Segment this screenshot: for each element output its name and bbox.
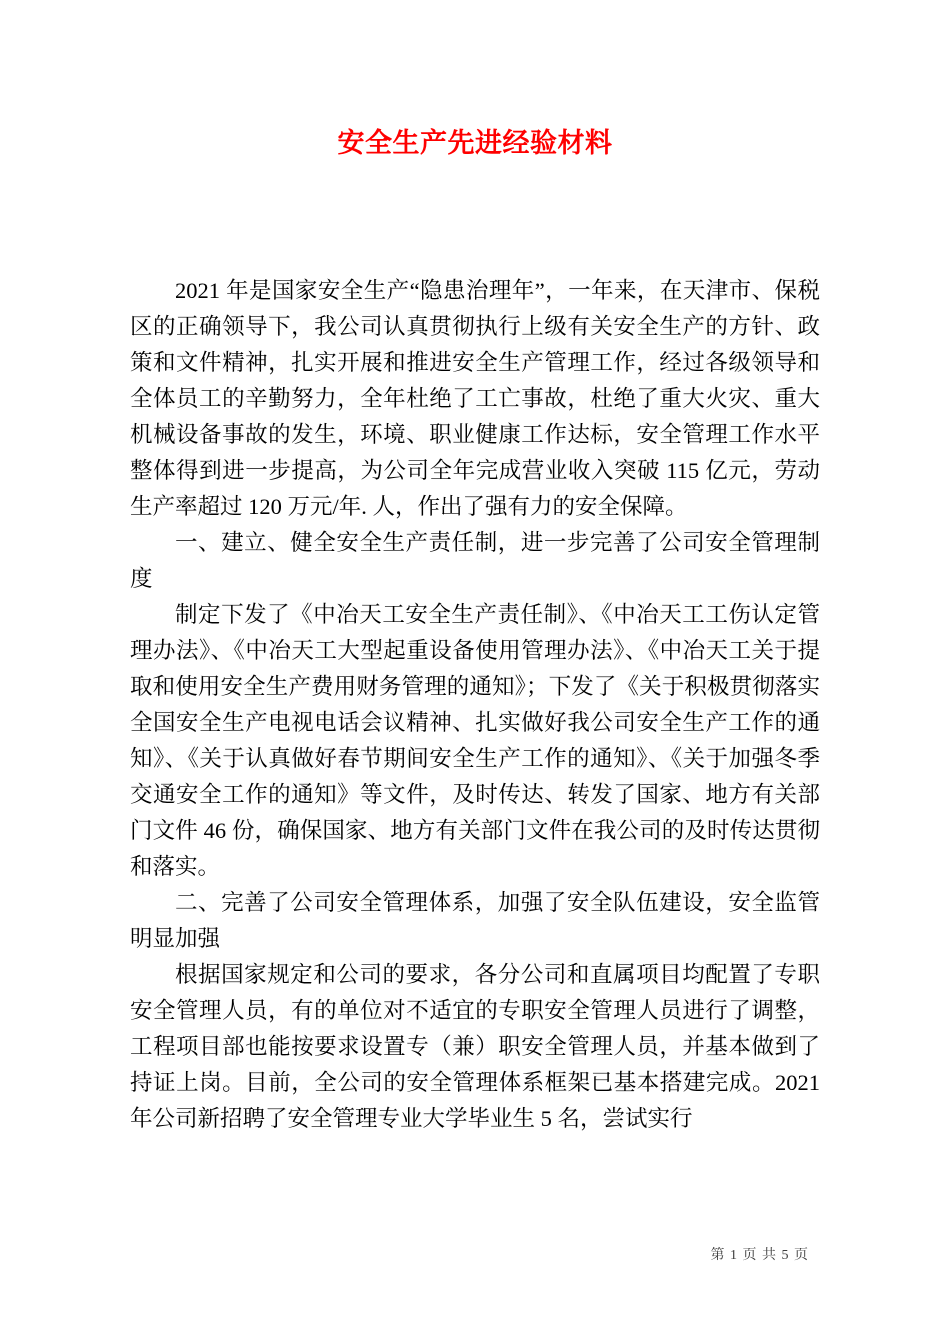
paragraph-section-2: 根据国家规定和公司的要求，各分公司和直属项目均配置了专职安全管理人员，有的单位对不适宜的专职安全管理人员进行了调整，工程项目部也能按要求设置专（兼）职安全管理人员，并基本做到了持证上岗。目前，全公司的安全管理体系框架已基本搭建完成。2021 年公司新招聘了安全管理专业大学毕业生 5 名，尝试实行 (130, 962, 820, 1131)
paragraph-intro: 2021 年是国家安全生产“隐患治理年”，一年来，在天津市、保税区的正确领导下，我公司认真贯彻执行上级有关安全生产的方针、政策和文件精神，扎实开展和推进安全生产管理工作，经过各级领导和全体员工的辛勤努力，全年杜绝了工亡事故，杜绝了重大火灾、重大机械设备事故的发生，环境、职业健康工作达标，安全管理工作水平整体得到进一步提高，为公司全年完成营业收入突破 115 亿元，劳动生产率超过 120 万元/年. 人，作出了强有力的安全保障。 (130, 278, 820, 519)
document-title: 安全生产先进经验材料 (337, 128, 613, 158)
heading-section-1: 一、建立、健全安全生产责任制，进一步完善了公司安全管理制度 (130, 530, 820, 591)
heading-section-2: 二、完善了公司安全管理体系，加强了安全队伍建设，安全监管明显加强 (130, 890, 820, 951)
document-body (130, 273, 820, 1137)
paragraph-section-1: 制定下发了《中冶天工安全生产责任制》、《中冶天工工伤认定管理办法》、《中冶天工大型起重设备使用管理办法》、《中冶天工关于提取和使用安全生产费用财务管理的通知》；下发了《关于积极贯彻落实全国安全生产电视电话会议精神、扎实做好我公司安全生产工作的通知》、《关于认真做好春节期间安全生产工作的通知》、《关于加强冬季交通安全工作的通知》等文件，及时传达、转发了国家、地方有关部门文件 46 份，确保国家、地方有关部门文件在我公司的及时传达贯彻和落实。 (130, 602, 820, 879)
page-number: 第 1 页 共 5 页 (710, 1248, 809, 1263)
